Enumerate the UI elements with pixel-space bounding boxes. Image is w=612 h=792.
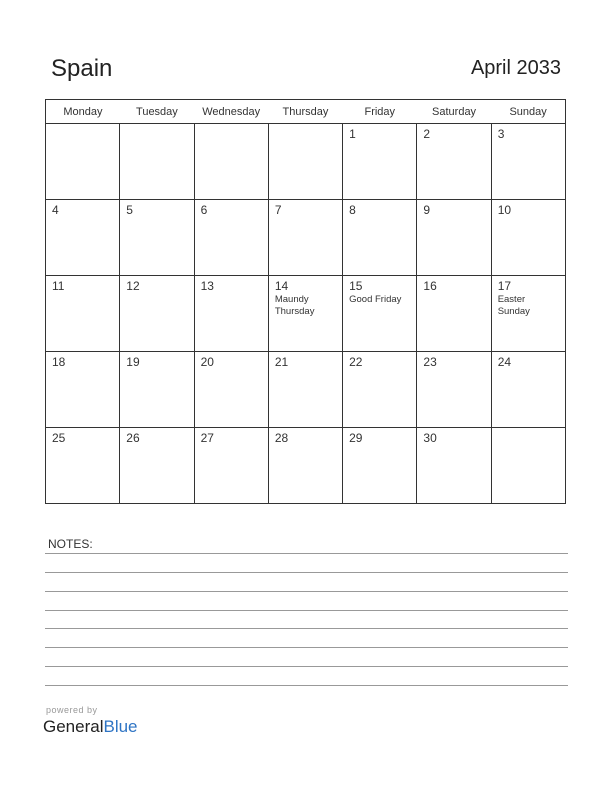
day-number: 20: [200, 355, 214, 369]
day-number: 11: [52, 279, 65, 293]
day-cell: [491, 428, 565, 504]
day-cell: [120, 352, 194, 428]
weekday-header: Monday: [46, 100, 120, 124]
day-cell: [343, 428, 417, 504]
day-cell: [194, 276, 268, 352]
day-cell: [46, 124, 120, 200]
notes-label: NOTES:: [48, 537, 93, 551]
day-number: 2: [423, 127, 431, 141]
day-number: 21: [274, 355, 289, 369]
day-cell: [46, 428, 120, 504]
day-cell: [46, 352, 120, 428]
day-number: 29: [349, 431, 363, 445]
day-cell: [268, 200, 342, 276]
holiday-label: Maundy Thursday: [274, 294, 315, 317]
day-cell: [343, 276, 417, 352]
note-line: [45, 572, 568, 573]
day-number: 24: [497, 355, 512, 369]
day-number: 1: [349, 127, 356, 141]
day-cell: [343, 352, 417, 428]
day-cell: [343, 124, 417, 200]
day-number: 15: [349, 279, 363, 293]
day-cell: [268, 124, 342, 200]
day-cell: [120, 200, 194, 276]
day-cell: [120, 276, 194, 352]
note-line: [45, 591, 568, 592]
day-number: 25: [52, 431, 66, 445]
note-line: [45, 647, 568, 648]
weekday-header-row: [46, 100, 566, 124]
weekday-header: Friday: [343, 100, 417, 124]
day-number: 9: [423, 203, 431, 217]
day-cell: [194, 200, 268, 276]
country-title: Spain: [51, 55, 113, 82]
day-cell: [343, 200, 417, 276]
day-number: 12: [126, 279, 140, 293]
day-number: 18: [52, 355, 66, 369]
day-number: 13: [200, 279, 214, 293]
day-cell: [194, 124, 268, 200]
day-number: 3: [497, 127, 505, 141]
day-cell: [491, 200, 565, 276]
day-cell: [417, 276, 491, 352]
weekday-header: Saturday: [417, 100, 491, 124]
week-row: [46, 276, 566, 352]
day-cell: [268, 276, 342, 352]
day-number: 14: [274, 279, 289, 293]
day-number: 7: [274, 203, 282, 217]
day-cell: [120, 124, 194, 200]
week-row: [46, 352, 566, 428]
week-row: [46, 200, 566, 276]
day-cell: [491, 352, 565, 428]
day-number: 30: [423, 431, 437, 445]
day-number: 17: [497, 279, 512, 293]
day-number: 26: [126, 431, 140, 445]
note-line: [45, 685, 568, 686]
powered-by-text: powered by: [46, 705, 98, 715]
note-line: [45, 610, 568, 611]
day-cell: [194, 352, 268, 428]
calendar-grid: [45, 99, 566, 504]
weekday-header: Tuesday: [120, 100, 194, 124]
day-number: 8: [349, 203, 356, 217]
day-cell: [46, 276, 120, 352]
day-cell: [491, 276, 565, 352]
holiday-label: Good Friday: [349, 294, 402, 305]
day-number: 6: [200, 203, 208, 217]
day-number: 22: [349, 355, 363, 369]
brand-general: General: [43, 717, 104, 736]
day-cell: [194, 428, 268, 504]
day-cell: [491, 124, 565, 200]
day-cell: [417, 428, 491, 504]
note-line: [45, 628, 568, 629]
weekday-header: Wednesday: [194, 100, 268, 124]
day-number: 19: [126, 355, 140, 369]
day-number: 28: [274, 431, 289, 445]
day-cell: [268, 428, 342, 504]
holiday-label: Easter Sunday: [497, 294, 530, 317]
day-cell: [417, 200, 491, 276]
day-cell: [120, 428, 194, 504]
brand-logo: [43, 717, 138, 737]
day-cell: [417, 124, 491, 200]
day-number: 5: [126, 203, 133, 217]
brand-blue: Blue: [103, 717, 138, 736]
weekday-header: Sunday: [491, 100, 565, 124]
day-cell: [268, 352, 342, 428]
day-cell: [46, 200, 120, 276]
note-line: [45, 666, 568, 667]
day-number: 23: [423, 355, 437, 369]
day-number: 16: [423, 279, 437, 293]
day-number: 27: [200, 431, 214, 445]
day-number: 4: [52, 203, 59, 217]
note-line: [45, 553, 568, 554]
month-title: April 2033: [470, 57, 561, 79]
day-number: 10: [497, 203, 512, 217]
week-row: [46, 124, 566, 200]
week-row: [46, 428, 566, 504]
weekday-header: Thursday: [268, 100, 342, 124]
day-cell: [417, 352, 491, 428]
